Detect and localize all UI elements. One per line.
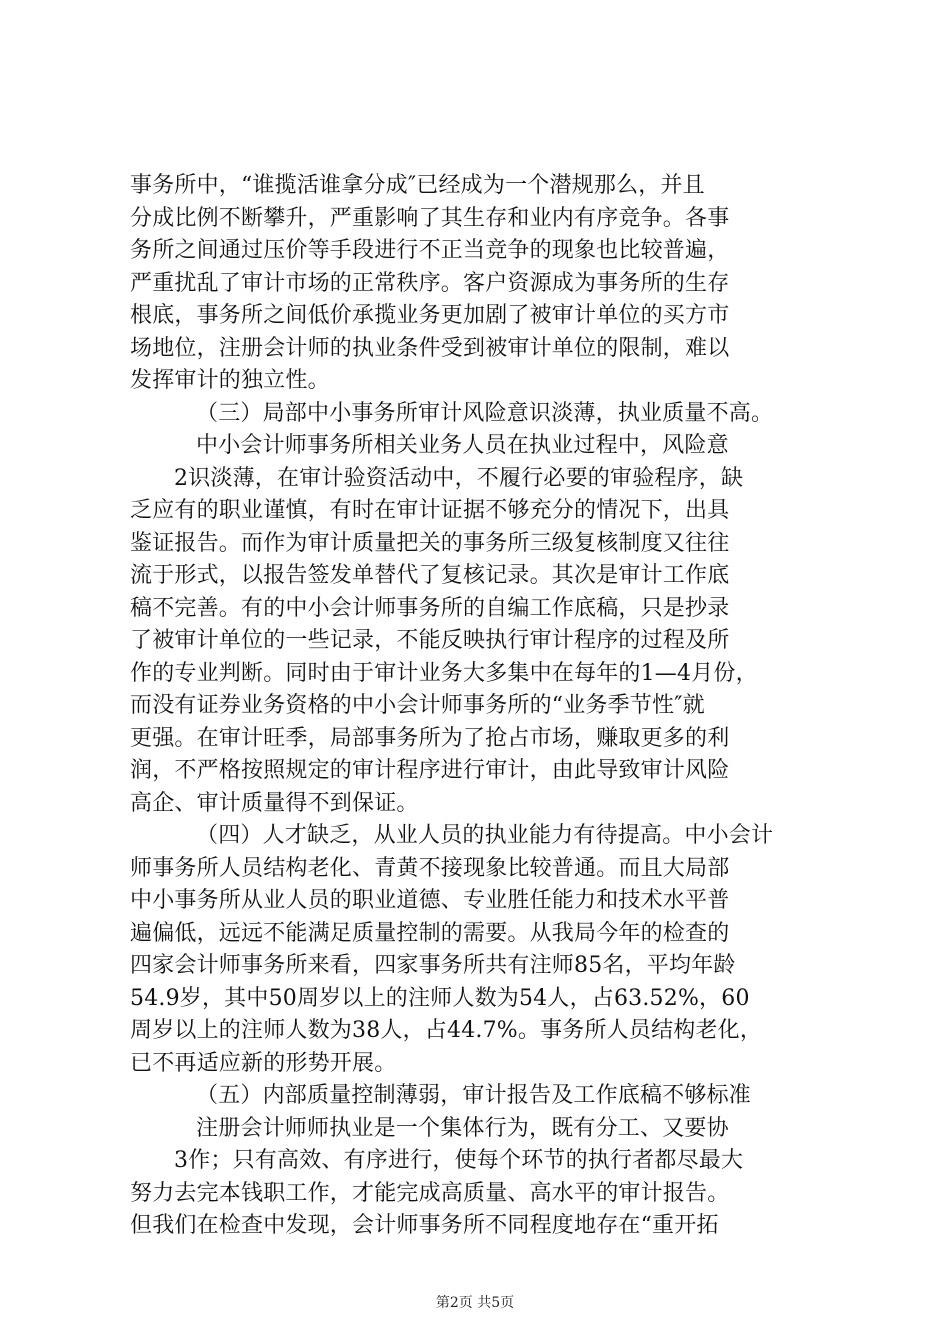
text-line: 分成比例不断攀升，严重影响了其生存和业内有序竞争。各事 bbox=[130, 205, 730, 231]
text-line: 根底，事务所之间低价承揽业务更加剧了被审计单位的买方市 bbox=[130, 303, 730, 328]
page-footer bbox=[0, 1292, 950, 1312]
text-line: 更强。在审计旺季，局部事务所为了抢占市场，赚取更多的利 bbox=[130, 725, 730, 751]
text-line: 事务所中，“谁揽活谁拿分成″已经成为一个潜规那么，并且 bbox=[130, 173, 705, 198]
text-line: 但我们在检查中发现，会计师事务所不同程度地存在“重开拓 bbox=[130, 1213, 719, 1238]
text-line: 乏应有的职业谨慎，有时在审计证据不够充分的情况下，出具 bbox=[130, 498, 730, 523]
text-line: 四家会计师事务所来看，四家事务所共有注师85名，平均年龄 bbox=[130, 953, 736, 978]
text-line: 遍偏低，远远不能满足质量控制的需要。从我局今年的检查的 bbox=[130, 920, 730, 946]
text-line: 中小会计师事务所相关业务人员在执业过程中，风险意 bbox=[196, 433, 729, 458]
text-line: 师事务所人员结构老化、青黄不接现象比较普通。而且大局部 bbox=[130, 855, 730, 881]
text-line: 努力去完本钱职工作，才能完成高质量、高水平的审计报告。 bbox=[130, 1180, 730, 1206]
text-line: 发挥审计的独立性。 bbox=[130, 368, 330, 393]
section-heading: （三）局部中小事务所审计风险意识淡薄，执业质量不高。 bbox=[196, 400, 774, 426]
text-line: 润，不严格按照规定的审计程序进行审计，由此导致审计风险 bbox=[130, 758, 730, 783]
text-line: 严重扰乱了审计市场的正常秩序。客户资源成为事务所的生存 bbox=[130, 270, 730, 296]
text-line: 鉴证报告。而作为审计质量把关的事务所三级复核制度又往往 bbox=[130, 530, 730, 556]
text-line: 场地位，注册会计师的执业条件受到被审计单位的限制，难以 bbox=[130, 335, 730, 361]
text-line: 3作；只有高效、有序进行，使每个环节的执行者都尽最大 bbox=[174, 1148, 744, 1173]
section-heading: （四）人才缺乏，从业人员的执业能力有待提高。中小会计 bbox=[196, 823, 774, 848]
body-text bbox=[130, 170, 830, 1243]
text-line: 54.9岁，其中50周岁以上的注师人数为54人，占63.52%，60 bbox=[130, 985, 750, 1011]
text-line: 而没有证券业务资格的中小会计师事务所的“业务季节性″就 bbox=[130, 693, 705, 718]
text-line: 务所之间通过压价等手段进行不正当竞争的现象也比较普遍， bbox=[130, 238, 730, 263]
text-line: 周岁以上的注师人数为38人，占44.7%。事务所人员结构老化， bbox=[130, 1018, 763, 1043]
text-line: 2识淡薄，在审计验资活动中，不履行必要的审验程序，缺 bbox=[174, 465, 744, 491]
page-number: 第2页 共5页 bbox=[435, 1295, 515, 1311]
text-line: 中小事务所从业人员的职业道德、专业胜任能力和技术水平普 bbox=[130, 888, 730, 913]
text-line: 稿不完善。有的中小会计师事务所的自编工作底稿，只是抄录 bbox=[130, 595, 730, 621]
text-line: 流于形式，以报告签发单替代了复核记录。其次是审计工作底 bbox=[130, 563, 730, 588]
text-line: 注册会计师师执业是一个集体行为，既有分工、又要协 bbox=[196, 1115, 729, 1141]
section-heading: （五）内部质量控制薄弱，审计报告及工作底稿不够标准 bbox=[196, 1083, 752, 1108]
text-line: 作的专业判断。同时由于审计业务大多集中在每年的1—4月份， bbox=[130, 660, 758, 686]
text-line: 高企、审计质量得不到保证。 bbox=[130, 790, 419, 816]
text-line: 已不再适应新的形势开展。 bbox=[130, 1050, 397, 1076]
text-line: 了被审计单位的一些记录，不能反映执行审计程序的过程及所 bbox=[130, 628, 730, 653]
